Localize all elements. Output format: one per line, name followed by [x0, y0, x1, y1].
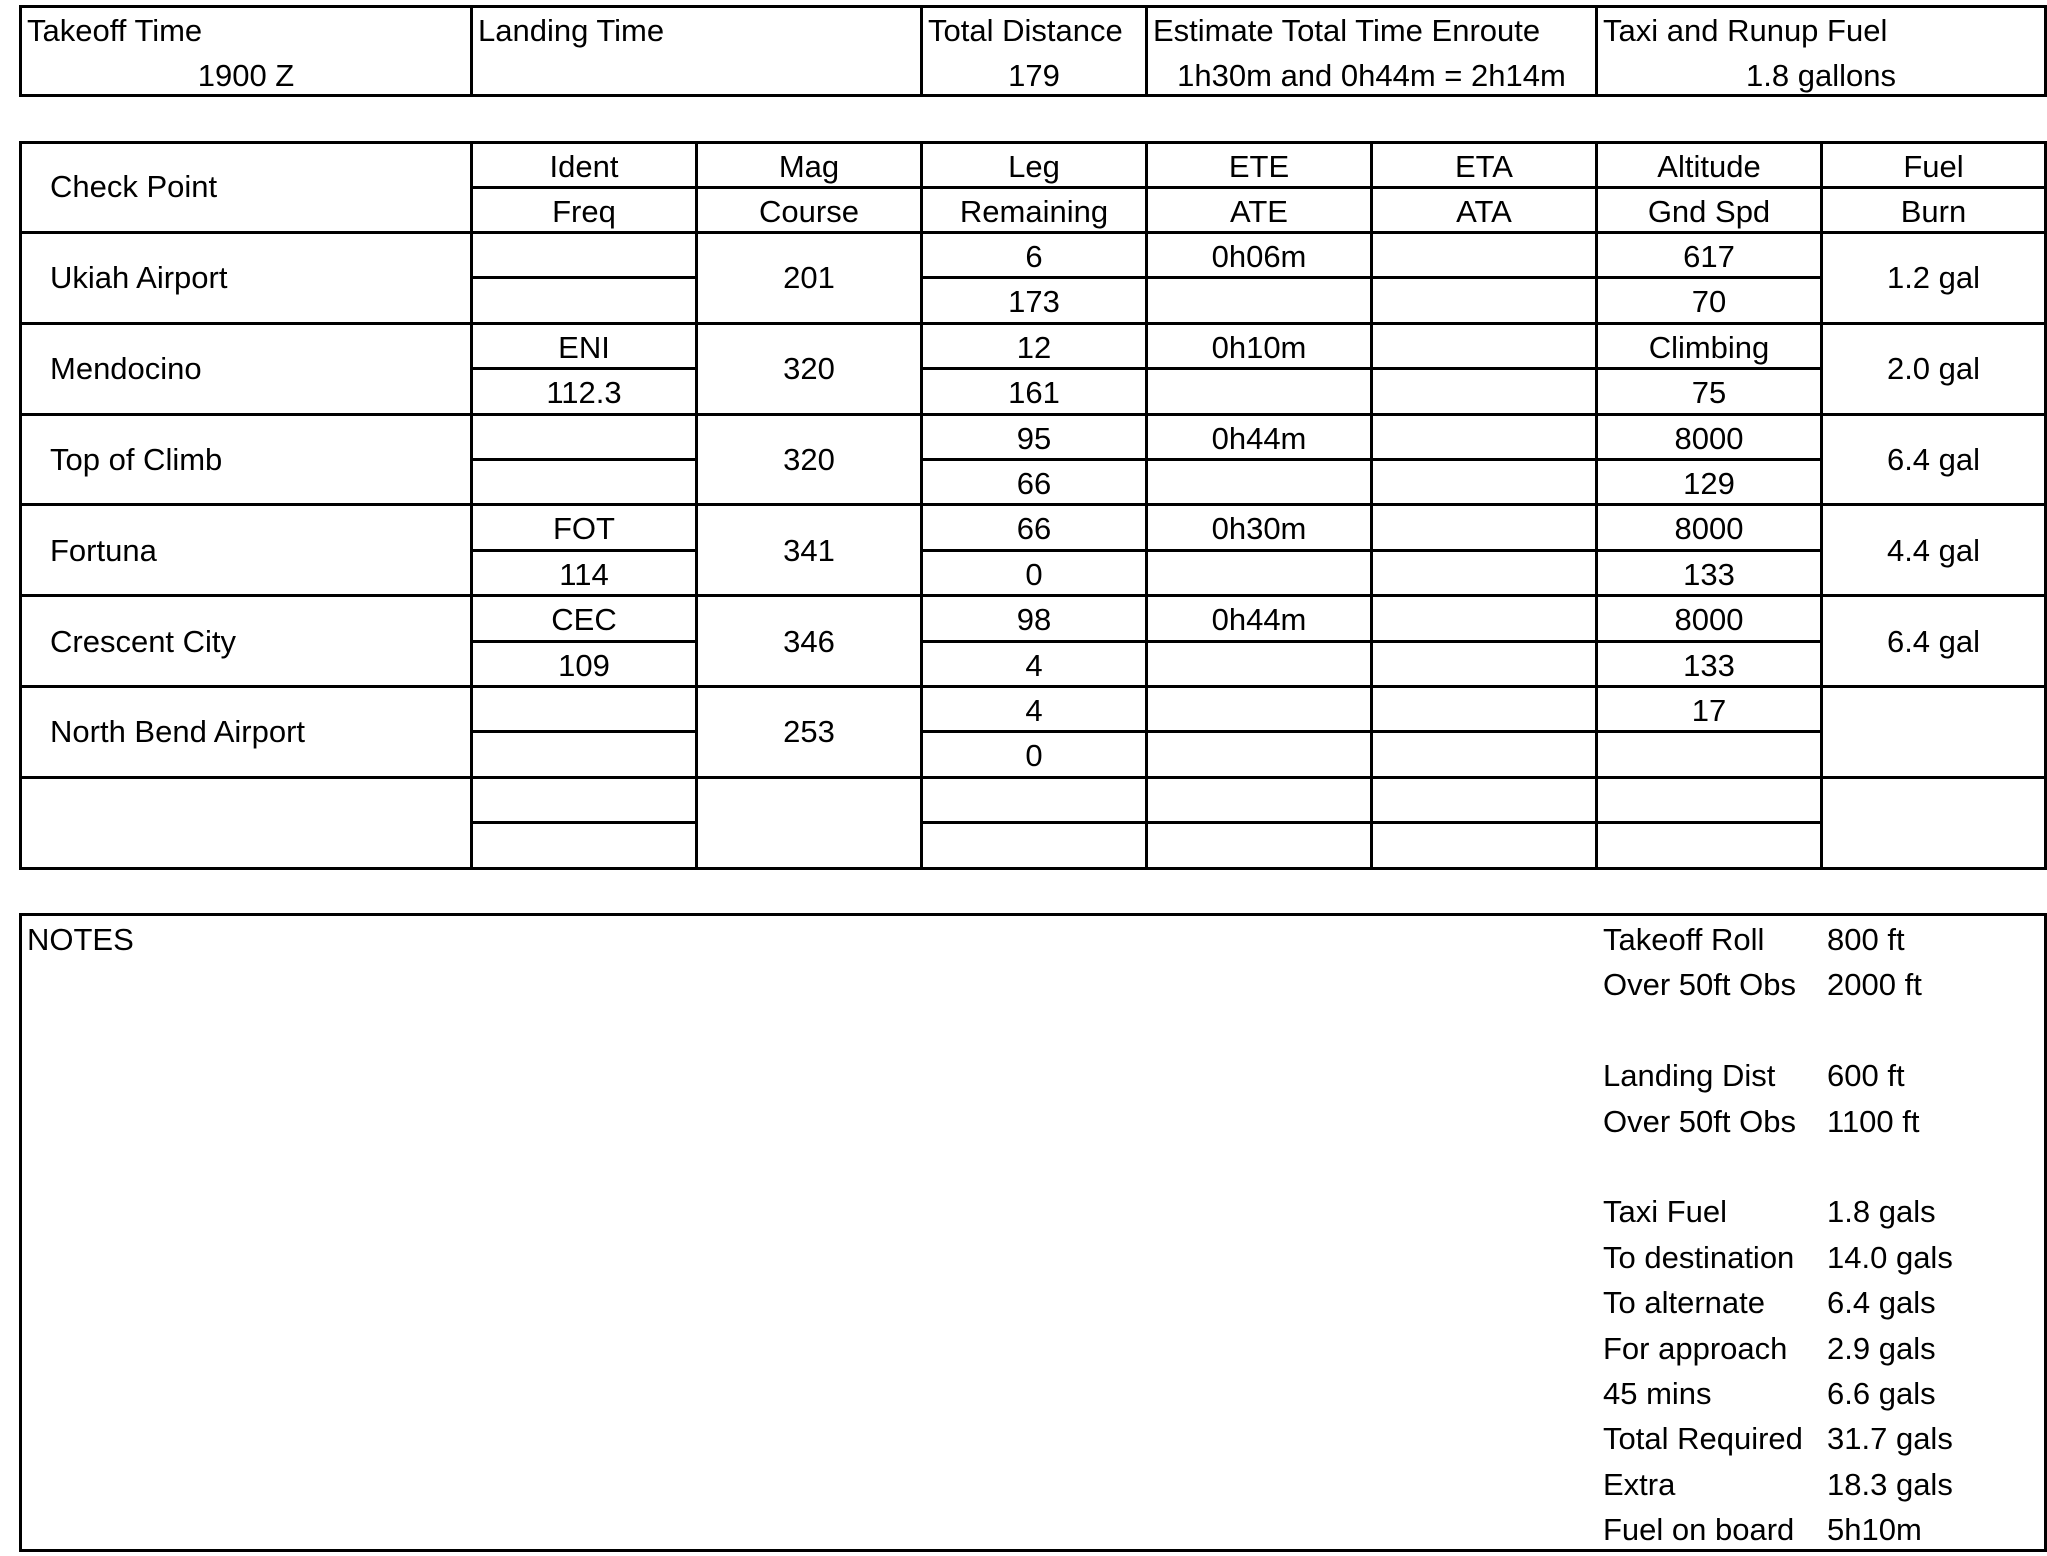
ete-value: 0h30m [1211, 511, 1307, 546]
altitude-value: 17 [1691, 693, 1727, 728]
ete-value: 0h06m [1211, 239, 1307, 274]
column-header-bottom: Course [759, 194, 859, 229]
table-cell-split [1370, 367, 1595, 370]
freq-value: 112.3 [546, 375, 622, 410]
note-label: Over 50ft Obs [1603, 967, 1796, 1002]
ident-value: FOT [553, 511, 615, 546]
taxi-fuel-value: 1.8 gallons [1746, 58, 1896, 93]
column-header-top: Fuel [1903, 149, 1964, 184]
leg-value: 95 [1016, 421, 1052, 456]
remaining-value: 4 [1025, 648, 1043, 683]
column-header-top: Mag [778, 149, 840, 184]
note-label: Landing Dist [1603, 1058, 1776, 1093]
column-header-top: Altitude [1657, 149, 1761, 184]
remaining-value: 66 [1016, 466, 1052, 501]
table-cell-split [1145, 640, 1370, 643]
remaining-value: 173 [1008, 284, 1060, 319]
column-header-bottom: ATA [1456, 194, 1512, 229]
table-row-border [19, 322, 2047, 325]
column-header-bottom: Remaining [959, 194, 1109, 229]
table-cell-split [920, 640, 1145, 643]
table-cell-split [470, 276, 695, 279]
note-value: 14.0 gals [1827, 1240, 1953, 1275]
note-label: 45 mins [1603, 1376, 1712, 1411]
table-cell-split [920, 730, 1145, 733]
column-header-top: Ident [549, 149, 619, 184]
column-header-checkpoint: Check Point [50, 169, 218, 204]
table-cell-split [1145, 549, 1370, 552]
table-cell-split [1595, 640, 1820, 643]
altitude-value: 8000 [1674, 511, 1744, 546]
table-cell-split [470, 730, 695, 733]
table-row-border [19, 776, 2047, 779]
table-cell-split [1145, 276, 1370, 279]
table-cell-split [470, 821, 695, 824]
table-cell-split [1595, 821, 1820, 824]
gnd-spd-value: 75 [1691, 375, 1727, 410]
fuel-burn-value: 1.2 gal [1886, 260, 1981, 295]
table-cell-split [1595, 458, 1820, 461]
remaining-value: 161 [1008, 375, 1060, 410]
ete-value: 0h44m [1211, 421, 1307, 456]
fuel-burn-value: 6.4 gal [1886, 624, 1981, 659]
landing-time-label: Landing Time [478, 13, 665, 48]
fuel-burn-value: 6.4 gal [1886, 442, 1981, 477]
table-cell-split [470, 549, 695, 552]
note-value: 1.8 gals [1827, 1194, 1936, 1229]
altitude-value: Climbing [1648, 330, 1770, 365]
table-cell-split [1370, 640, 1595, 643]
note-label: Taxi Fuel [1603, 1194, 1728, 1229]
fuel-burn-value: 2.0 gal [1886, 351, 1981, 386]
column-header-top: ETE [1228, 149, 1290, 184]
table-cell-split [1145, 821, 1370, 824]
table-row-border [19, 594, 2047, 597]
table-cell-split [1370, 730, 1595, 733]
checkpoint-name: Crescent City [50, 624, 237, 659]
column-header-bottom: Freq [552, 194, 616, 229]
table-row-border [19, 413, 2047, 416]
note-value: 6.6 gals [1827, 1376, 1936, 1411]
table-cell-split [1145, 367, 1370, 370]
checkpoint-name: Ukiah Airport [50, 260, 228, 295]
column-header-bottom: ATE [1230, 194, 1288, 229]
gnd-spd-value: 129 [1683, 466, 1735, 501]
ident-value: CEC [551, 602, 617, 637]
note-value: 2000 ft [1827, 967, 1922, 1002]
note-value: 600 ft [1827, 1058, 1905, 1093]
notes-box [19, 913, 2047, 1552]
nav-log-header-border [19, 231, 2047, 234]
table-cell-split [1370, 549, 1595, 552]
leg-value: 4 [1025, 693, 1043, 728]
leg-value: 98 [1016, 602, 1052, 637]
leg-value: 12 [1016, 330, 1052, 365]
note-value: 5h10m [1827, 1512, 1922, 1547]
takeoff-time-value: 1900 Z [197, 58, 295, 93]
note-value: 6.4 gals [1827, 1285, 1936, 1320]
ete-value: 0h44m [1211, 602, 1307, 637]
table-cell-split [1370, 821, 1595, 824]
note-value: 18.3 gals [1827, 1467, 1953, 1502]
ete-value: 0h10m [1211, 330, 1307, 365]
altitude-value: 8000 [1674, 602, 1744, 637]
note-label: Over 50ft Obs [1603, 1104, 1796, 1139]
note-label: Total Required [1603, 1421, 1803, 1456]
note-value: 2.9 gals [1827, 1331, 1936, 1366]
mag-course-value: 341 [783, 533, 835, 568]
freq-value: 109 [558, 648, 610, 683]
note-label: Fuel on board [1603, 1512, 1795, 1547]
mag-course-value: 201 [783, 260, 835, 295]
leg-value: 6 [1025, 239, 1043, 274]
table-cell-split [1145, 730, 1370, 733]
ete-value: 1h30m and 0h44m = 2h14m [1177, 58, 1566, 93]
column-header-bottom: Gnd Spd [1647, 194, 1771, 229]
table-cell-split [1370, 276, 1595, 279]
table-cell-split [470, 367, 695, 370]
note-label: Takeoff Roll [1603, 922, 1765, 957]
checkpoint-name: Fortuna [50, 533, 157, 568]
note-label: To destination [1603, 1240, 1795, 1275]
mag-course-value: 320 [783, 351, 835, 386]
altitude-value: 8000 [1674, 421, 1744, 456]
checkpoint-name: Top of Climb [50, 442, 223, 477]
note-value: 800 ft [1827, 922, 1905, 957]
note-label: For approach [1603, 1331, 1788, 1366]
total-distance-value: 179 [1008, 58, 1060, 93]
table-cell-split [920, 821, 1145, 824]
leg-value: 66 [1016, 511, 1052, 546]
mag-course-value: 253 [783, 714, 835, 749]
notes-title: NOTES [27, 922, 134, 957]
note-label: Extra [1603, 1467, 1676, 1502]
altitude-value: 617 [1683, 239, 1735, 274]
note-label: To alternate [1603, 1285, 1765, 1320]
taxi-fuel-label: Taxi and Runup Fuel [1603, 13, 1888, 48]
table-cell-split [1595, 730, 1820, 733]
mag-course-value: 346 [783, 624, 835, 659]
ident-value: ENI [558, 330, 610, 365]
checkpoint-name: North Bend Airport [50, 714, 306, 749]
checkpoint-name: Mendocino [50, 351, 202, 386]
table-cell-split [1370, 458, 1595, 461]
fuel-burn-value: 4.4 gal [1886, 533, 1981, 568]
gnd-spd-value: 133 [1683, 648, 1735, 683]
ete-label: Estimate Total Time Enroute [1153, 13, 1541, 48]
note-value: 1100 ft [1827, 1104, 1920, 1139]
header-divider [470, 5, 473, 97]
table-cell-split [1595, 276, 1820, 279]
table-cell-split [470, 640, 695, 643]
column-header-top: Leg [1008, 149, 1060, 184]
table-cell-split [1145, 458, 1370, 461]
remaining-value: 0 [1025, 557, 1043, 592]
table-cell-split [920, 458, 1145, 461]
freq-value: 114 [559, 557, 609, 592]
table-row-border [19, 503, 2047, 506]
gnd-spd-value: 70 [1691, 284, 1727, 319]
remaining-value: 0 [1025, 738, 1043, 773]
note-value: 31.7 gals [1827, 1421, 1953, 1456]
takeoff-time-label: Takeoff Time [27, 13, 203, 48]
column-header-bottom: Burn [1900, 194, 1967, 229]
table-cell-split [1595, 549, 1820, 552]
table-cell-split [920, 276, 1145, 279]
table-cell-split [920, 549, 1145, 552]
gnd-spd-value: 133 [1683, 557, 1735, 592]
column-header-top: ETA [1455, 149, 1513, 184]
table-cell-split [1595, 367, 1820, 370]
table-row-border [19, 685, 2047, 688]
total-distance-label: Total Distance [928, 13, 1123, 48]
table-cell-split [920, 367, 1145, 370]
table-cell-split [470, 458, 695, 461]
mag-course-value: 320 [783, 442, 835, 477]
nav-log-header-divider [470, 186, 2044, 189]
